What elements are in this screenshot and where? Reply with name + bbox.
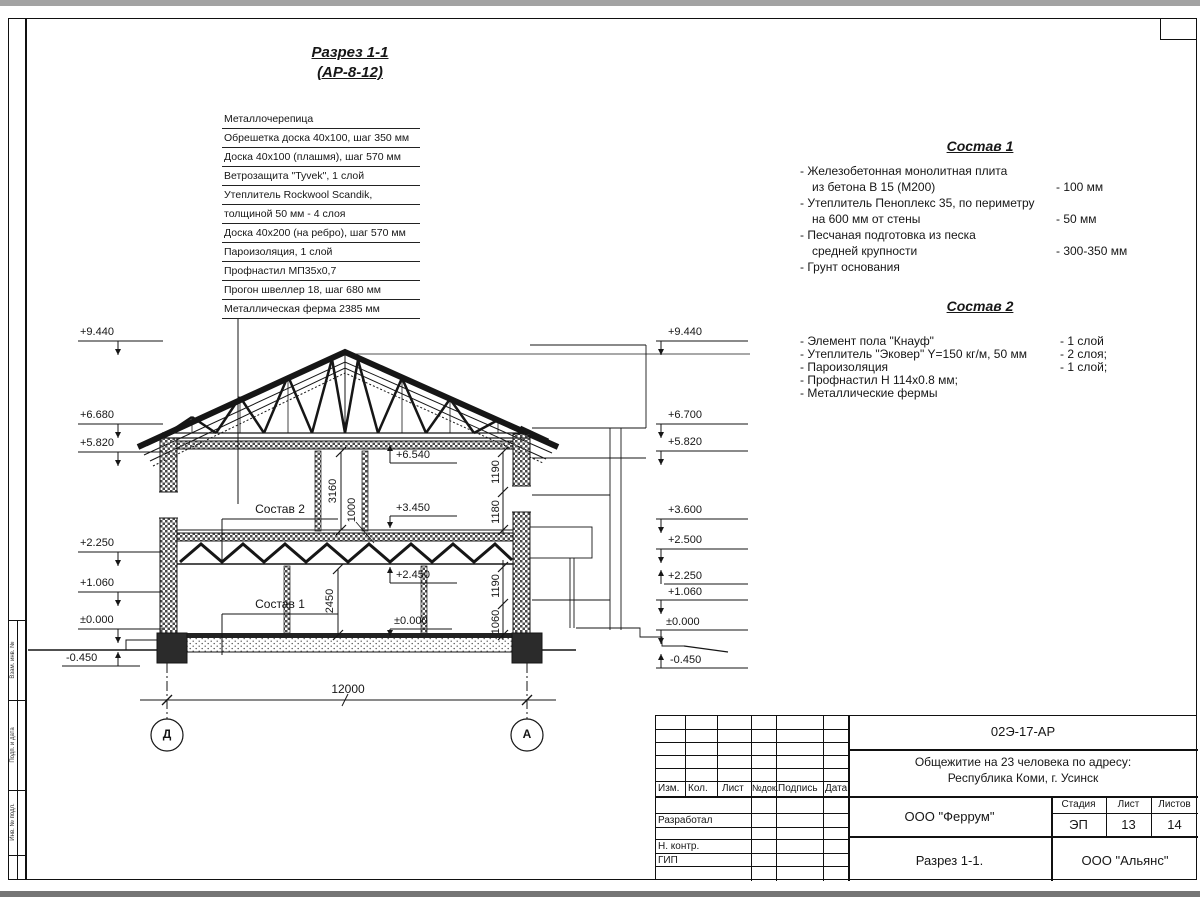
- tb-line: [717, 716, 718, 796]
- material-row: Обрешетка доска 40х100, шаг 350 мм: [222, 129, 420, 148]
- material-row: Пароизоляция, 1 слой: [222, 243, 420, 262]
- dim-1000: 1000: [346, 497, 358, 523]
- sostav2-item: - Утеплитель "Эковер" Y=150 кг/м, 50 мм: [800, 347, 1027, 361]
- axis-label-right: А: [522, 727, 532, 741]
- material-row: Утеплитель Rockwool Scandik,: [222, 186, 420, 205]
- tb-line: [656, 796, 848, 798]
- view-subtitle: (АР-8-12): [317, 64, 383, 81]
- roof-materials-callout: [222, 110, 420, 319]
- sostav1-value: - 50 мм: [1056, 212, 1097, 226]
- right-wall-window: [512, 486, 531, 512]
- sostav2-value: - 1 слой;: [1060, 360, 1108, 374]
- tb-contractor: ООО "Альянс": [1081, 853, 1169, 868]
- dim-span: 12000: [331, 682, 365, 696]
- tb-sheet-value: 13: [1121, 817, 1136, 832]
- tb-object-line1: Общежитие на 23 человека по адресу:: [914, 755, 1132, 769]
- tb-line: [776, 716, 777, 881]
- material-row: Металлическая ферма 2385 мм: [222, 300, 420, 319]
- dim-3160: 3160: [327, 478, 339, 504]
- tb-sheets-value: 14: [1167, 817, 1182, 832]
- left-wall-window: [159, 492, 178, 518]
- tb-line: [848, 836, 1198, 838]
- tb-line: [848, 749, 1198, 751]
- tb-company: ООО "Феррум": [904, 809, 995, 824]
- tb-sheet-label: Лист: [1117, 799, 1140, 810]
- tb-line: [656, 866, 848, 867]
- strip-label: Взам. инв. №: [10, 641, 16, 679]
- material-row: толщиной 50 мм - 4 слоя: [222, 205, 420, 224]
- annex-elevation: [530, 345, 728, 652]
- dim-right: 1190: [490, 460, 502, 484]
- tb-col-doc: №док.: [752, 783, 779, 793]
- sostav2-item: - Металлические фермы: [800, 386, 938, 400]
- tb-col-list: Лист: [722, 783, 744, 794]
- dim-right: 1060: [490, 609, 502, 635]
- floor-truss-band: [177, 530, 513, 564]
- sostav2-value: - 1 слой: [1060, 334, 1104, 348]
- level-right: +1.060: [668, 586, 702, 598]
- material-row: Доска 40х100 (плашмя), шаг 570 мм: [222, 148, 420, 167]
- material-row: Прогон швеллер 18, шаг 680 мм: [222, 281, 420, 300]
- strip-label: Инв. № подл.: [10, 803, 16, 841]
- dimension-chains: [333, 447, 508, 640]
- dim-right: 1180: [490, 500, 502, 524]
- ground-works: [28, 633, 576, 663]
- level-inner: +3.450: [396, 502, 430, 514]
- sostav2-item: - Пароизоляция: [800, 360, 889, 374]
- strip-label: Подп. и дата: [10, 727, 16, 763]
- view-title: Разрез 1-1: [311, 44, 389, 61]
- level-left: +1.060: [80, 577, 114, 589]
- title-block: [655, 715, 1197, 880]
- material-row: Ветрозащита "Tyvek", 1 слой: [222, 167, 420, 186]
- sostav1-item: - Грунт основания: [800, 260, 900, 274]
- level-right: +6.700: [668, 409, 702, 421]
- tb-col-sign: Подпись: [778, 783, 818, 794]
- sostav1-item: - Песчаная подготовка из песка: [800, 228, 976, 242]
- sostav1-reference: Состав 1: [255, 597, 305, 611]
- tb-line: [656, 853, 848, 854]
- tb-line: [685, 716, 686, 796]
- material-row: Профнастил МП35х0,7: [222, 262, 420, 281]
- sostav2-item: - Профнастил Н 114х0.8 мм;: [800, 373, 958, 387]
- level-inner: +2.450: [396, 569, 430, 581]
- level-left: ±0.000: [80, 614, 114, 626]
- tb-drawing-title: Разрез 1-1.: [915, 853, 984, 868]
- level-right: +3.600: [668, 504, 702, 516]
- sostav2-item: - Элемент пола "Кнауф": [800, 334, 934, 348]
- sostav2-reference: Состав 2: [255, 502, 305, 516]
- tb-stage-label: Стадия: [1061, 799, 1096, 810]
- level-right: -0.450: [670, 654, 702, 666]
- level-inner: +6.540: [396, 449, 430, 461]
- axis-label-left: Д: [162, 727, 172, 741]
- tb-line: [656, 827, 848, 828]
- material-row: Металлочерепица: [222, 110, 420, 129]
- level-right: +9.440: [668, 326, 702, 338]
- tb-line: [823, 716, 824, 881]
- level-right: +2.500: [668, 534, 702, 546]
- dim-right: 1190: [490, 574, 502, 598]
- tb-line: [656, 839, 848, 840]
- tb-role-ncontrol: Н. контр.: [658, 841, 700, 852]
- level-left: +6.680: [80, 409, 114, 421]
- tb-line: [751, 716, 752, 881]
- tb-sheets-label: Листов: [1158, 799, 1191, 810]
- sostav1-item: - Утеплитель Пеноплекс 35, по периметру: [800, 196, 1035, 210]
- level-inner: ±0.000: [394, 615, 428, 627]
- tb-object-line2: Республика Коми, г. Усинск: [947, 771, 1099, 785]
- level-left: +5.820: [80, 437, 114, 449]
- sostav2-title: Состав 2: [946, 298, 1014, 314]
- sostav1-title: Состав 1: [946, 138, 1014, 154]
- sostav1-value: - 100 мм: [1056, 180, 1104, 194]
- sostav1-value: - 300-350 мм: [1056, 244, 1128, 258]
- sostav2-value: - 2 слоя;: [1060, 347, 1107, 361]
- level-right: +2.250: [668, 570, 702, 582]
- level-left: +9.440: [80, 326, 114, 338]
- tb-stage-value: ЭП: [1069, 817, 1088, 832]
- tb-line: [848, 796, 1198, 798]
- dim-2450: 2450: [324, 588, 336, 614]
- tb-role-gip: ГИП: [658, 855, 678, 866]
- tb-line: [1051, 813, 1198, 814]
- sostav1-item: на 600 мм от стены: [812, 212, 921, 226]
- tb-doc-number: 02Э-17-АР: [990, 724, 1056, 739]
- level-left: +2.250: [80, 537, 114, 549]
- span-dimension: [140, 663, 556, 751]
- sostav1-item: из бетона В 15 (М200): [812, 180, 936, 194]
- sostav1-item: - Железобетонная монолитная плита: [800, 164, 1008, 178]
- sostav1-item: средней крупности: [812, 244, 918, 258]
- material-row: Доска 40х200 (на ребро), шаг 570 мм: [222, 224, 420, 243]
- tb-col-izm: Изм.: [658, 783, 680, 794]
- tb-line: [656, 813, 848, 814]
- tb-col-date: Дата: [825, 783, 848, 794]
- tb-col-kol: Кол.: [688, 783, 708, 794]
- level-right: +5.820: [668, 436, 702, 448]
- level-right: ±0.000: [666, 616, 700, 628]
- level-left: -0.450: [66, 652, 98, 664]
- tb-role-developer: Разработал: [658, 815, 713, 826]
